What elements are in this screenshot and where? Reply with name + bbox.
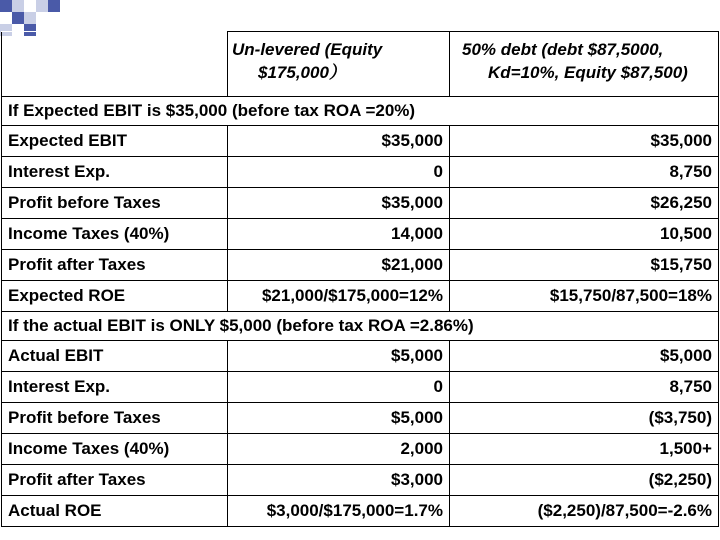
- header-levered: [450, 32, 719, 97]
- levered-value: $5,000: [450, 341, 719, 372]
- table-row: [2, 496, 719, 527]
- header-unlevered-line2: $175,000）: [258, 63, 346, 82]
- header-levered-line2: Kd=10%, Equity $87,500): [488, 63, 688, 82]
- row-label: Interest Exp.: [2, 157, 228, 188]
- table-row: [2, 281, 719, 312]
- row-label: Expected ROE: [2, 281, 228, 312]
- table-row: [2, 188, 719, 219]
- section2-title-row: [2, 312, 719, 341]
- table-row: [2, 126, 719, 157]
- levered-value: $15,750/87,500=18%: [450, 281, 719, 312]
- row-label: Profit after Taxes: [2, 465, 228, 496]
- table-row: [2, 219, 719, 250]
- unlevered-value: 14,000: [228, 219, 450, 250]
- row-label: Profit after Taxes: [2, 250, 228, 281]
- section1-title: If Expected EBIT is $35,000 (before tax ROA =20%): [2, 97, 719, 126]
- levered-value: 8,750: [450, 157, 719, 188]
- row-label: Actual EBIT: [2, 341, 228, 372]
- unlevered-value: 0: [228, 157, 450, 188]
- unlevered-value: $21,000: [228, 250, 450, 281]
- unlevered-value: $3,000: [228, 465, 450, 496]
- unlevered-value: $5,000: [228, 341, 450, 372]
- levered-value: ($2,250)/87,500=-2.6%: [450, 496, 719, 527]
- row-label: Expected EBIT: [2, 126, 228, 157]
- row-label: Income Taxes (40%): [2, 434, 228, 465]
- levered-value: $35,000: [450, 126, 719, 157]
- header-row: [2, 32, 719, 97]
- table-row: [2, 341, 719, 372]
- levered-value: ($3,750): [450, 403, 719, 434]
- row-label: Profit before Taxes: [2, 188, 228, 219]
- table-row: [2, 434, 719, 465]
- section2-title: If the actual EBIT is ONLY $5,000 (before tax ROA =2.86%): [2, 312, 719, 341]
- unlevered-value: $35,000: [228, 126, 450, 157]
- header-blank-cell: [2, 32, 228, 97]
- row-label: Income Taxes (40%): [2, 219, 228, 250]
- table-row: [2, 465, 719, 496]
- section1-title-row: [2, 97, 719, 126]
- table-row: [2, 250, 719, 281]
- row-label: Profit before Taxes: [2, 403, 228, 434]
- header-unlevered: [228, 32, 450, 97]
- levered-value: 10,500: [450, 219, 719, 250]
- levered-value: $15,750: [450, 250, 719, 281]
- table-row: [2, 403, 719, 434]
- header-levered-line1: 50% debt (debt $87,5000,: [462, 40, 664, 59]
- unlevered-value: 2,000: [228, 434, 450, 465]
- levered-value: 1,500+: [450, 434, 719, 465]
- levered-value: 8,750: [450, 372, 719, 403]
- roe-comparison-table: [1, 31, 719, 527]
- table-row: [2, 157, 719, 188]
- unlevered-value: $21,000/$175,000=12%: [228, 281, 450, 312]
- row-label: Actual ROE: [2, 496, 228, 527]
- levered-value: ($2,250): [450, 465, 719, 496]
- table-row: [2, 372, 719, 403]
- unlevered-value: $3,000/$175,000=1.7%: [228, 496, 450, 527]
- levered-value: $26,250: [450, 188, 719, 219]
- header-unlevered-line1: Un-levered (Equity: [232, 40, 383, 59]
- unlevered-value: $5,000: [228, 403, 450, 434]
- row-label: Interest Exp.: [2, 372, 228, 403]
- unlevered-value: $35,000: [228, 188, 450, 219]
- unlevered-value: 0: [228, 372, 450, 403]
